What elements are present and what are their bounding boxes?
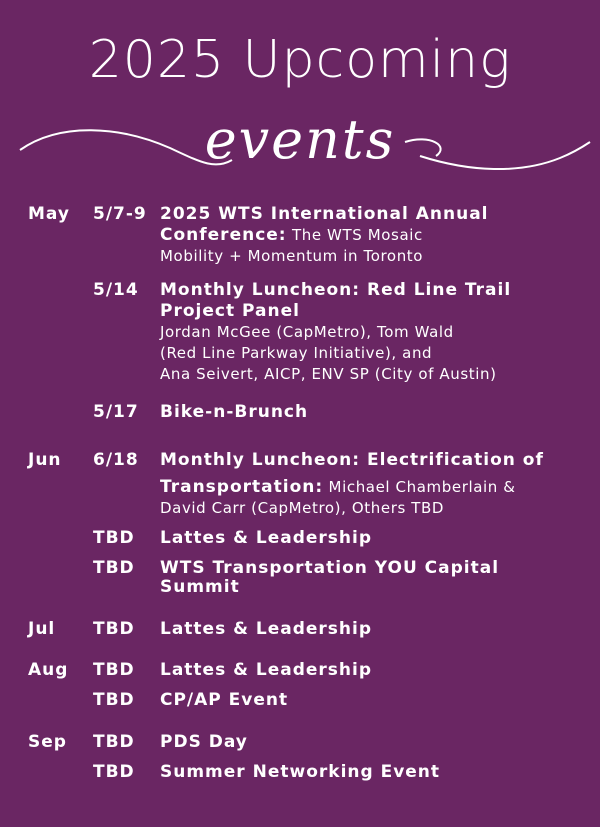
event-date: TBD xyxy=(93,558,135,578)
event-date: 5/7-9 xyxy=(93,204,147,224)
event-subtitle: (Red Line Parkway Initiative), and xyxy=(160,344,433,362)
event-date: TBD xyxy=(93,528,135,548)
event-subtitle: David Carr (CapMetro), Others TBD xyxy=(160,499,445,517)
event-title: PDS Day xyxy=(160,732,248,752)
event-subtitle: Jordan McGee (CapMetro), Tom Wald xyxy=(160,323,454,341)
event-details xyxy=(160,762,580,783)
event-title: Lattes & Leadership xyxy=(160,619,373,639)
event-date: 6/18 xyxy=(93,450,139,470)
event-details xyxy=(160,619,580,640)
event-subtitle: Michael Chamberlain & xyxy=(323,478,516,496)
event-date: TBD xyxy=(93,732,135,752)
month-label: May xyxy=(28,204,70,224)
event-details xyxy=(160,732,580,753)
event-title: Monthly Luncheon: Red Line Trail xyxy=(160,280,512,300)
event-title: Summer Networking Event xyxy=(160,762,441,782)
event-title: Lattes & Leadership xyxy=(160,528,373,548)
event-details xyxy=(160,204,580,267)
event-details xyxy=(160,280,580,385)
event-details xyxy=(160,660,580,681)
events-script-word: events xyxy=(204,108,396,171)
event-title: WTS Transportation YOU Capital xyxy=(160,558,500,578)
event-date: 5/17 xyxy=(93,402,139,422)
event-date: 5/14 xyxy=(93,280,139,300)
event-title: 2025 WTS International Annual xyxy=(160,204,489,224)
event-title: Bike-n-Brunch xyxy=(160,402,309,422)
event-subtitle: The WTS Mosaic xyxy=(286,226,423,244)
event-title: Monthly Luncheon: Electrification of xyxy=(160,450,544,470)
page-title: 2025 Upcoming xyxy=(88,30,512,90)
event-date: TBD xyxy=(93,690,135,710)
event-title: CP/AP Event xyxy=(160,690,289,710)
month-label: Sep xyxy=(28,732,67,752)
event-title-cont: Summit xyxy=(160,577,240,597)
event-details xyxy=(160,690,580,711)
month-label: Jun xyxy=(28,450,62,470)
event-details xyxy=(160,528,580,549)
month-label: Aug xyxy=(28,660,69,680)
event-title-cont: Transportation: xyxy=(160,477,324,497)
event-details xyxy=(160,402,580,423)
event-title-cont: Project Panel xyxy=(160,301,300,321)
event-date: TBD xyxy=(93,619,135,639)
month-label: Jul xyxy=(28,619,56,639)
event-subtitle: Mobility + Momentum in Toronto xyxy=(160,247,424,265)
event-date: TBD xyxy=(93,660,135,680)
event-details xyxy=(160,450,580,519)
event-details xyxy=(160,558,580,596)
event-title: Lattes & Leadership xyxy=(160,660,373,680)
event-date: TBD xyxy=(93,762,135,782)
event-subtitle: Ana Seivert, AICP, ENV SP (City of Austin) xyxy=(160,365,497,383)
event-title-cont: Conference: xyxy=(160,225,287,245)
